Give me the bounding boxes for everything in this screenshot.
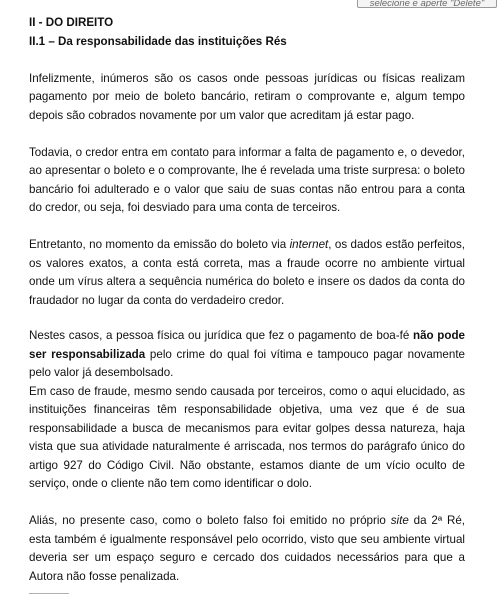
paragraph-4-start: Nestes casos, a pessoa física ou jurídica que fez o pagamento de boa-fé [29,329,413,342]
paragraph-6-end: da 2ª Ré, esta também é igualmente responsável pelo ocorrido, visto que seu ambiente virtual deveria ser um espaço seguro e cercado dos cuidados necessários para que a Autora não fosse penalizada. [29,514,465,583]
paragraph-6-italic: site [390,514,409,527]
paragraph-6 [29,512,465,586]
paragraph-3-start: Entretanto, no momento da emissão do boleto via [29,238,290,251]
delete-hint-box: selecione e aperte "Delete" [357,0,497,8]
paragraph-3 [29,236,465,310]
paragraph-1: Infelizmente, inúmeros são os casos onde pessoas jurídicas ou físicas realizam pagamento por meio de boleto bancário, retiram o comprovante e, algum tempo depois são cobrados novamente por um valor que acreditam já estar pago. [29,71,465,122]
paragraph-4 [29,327,465,383]
paragraph-4-end: pelo crime do qual foi vítima e tampouco pagar novamente pelo valor já desembolsado. [29,347,465,379]
paragraph-6-start: Aliás, no presente caso, como o boleto falso foi emitido no próprio [29,514,391,527]
paragraph-4-bold: não pode ser responsabilizada [29,329,465,361]
document-page [29,14,465,586]
paragraph-5: Em caso de fraude, mesmo sendo causada por terceiros, como o aqui elucidado, as instituições financeiras têm responsabilidade objetiva, uma vez que é de sua responsabilidade a busca de mecanismos para evitar golpes dessa natureza, haja vista que sua atividade naturalmente é arriscada, nos termos do parágrafo único do artigo 927 do Código Civil. Não obstante, estamos diante de um vício oculto de serviço, onde o cliente não tem como identificar o dolo. [29,384,465,490]
paragraph-3-italic: internet [289,238,329,251]
subsection-heading: II.1 – Da responsabilidade das instituições Rés [29,34,287,48]
section-heading: II - DO DIREITO [29,16,114,29]
paragraph-3-end: , os dados estão perfeitos, os valores exatos, a conta está correta, mas a fraude ocorre no ambiente virtual onde um vírus altera a sequência numérica do boleto e insere os dados da conta do fraudador no lugar da conta do verdadeiro credor. [29,238,465,307]
page-bottom-rule [29,593,69,594]
paragraph-2: Todavia, o credor entra em contato para informar a falta de pagamento e, o devedor, ao apresentar o boleto e o comprovante, lhe é revelada uma triste surpresa: o boleto bancário foi adulterado e o valor que saiu de suas contas não entrou para a conta do credor, ou seja, foi desviado para uma conta de terceiros. [29,145,465,214]
